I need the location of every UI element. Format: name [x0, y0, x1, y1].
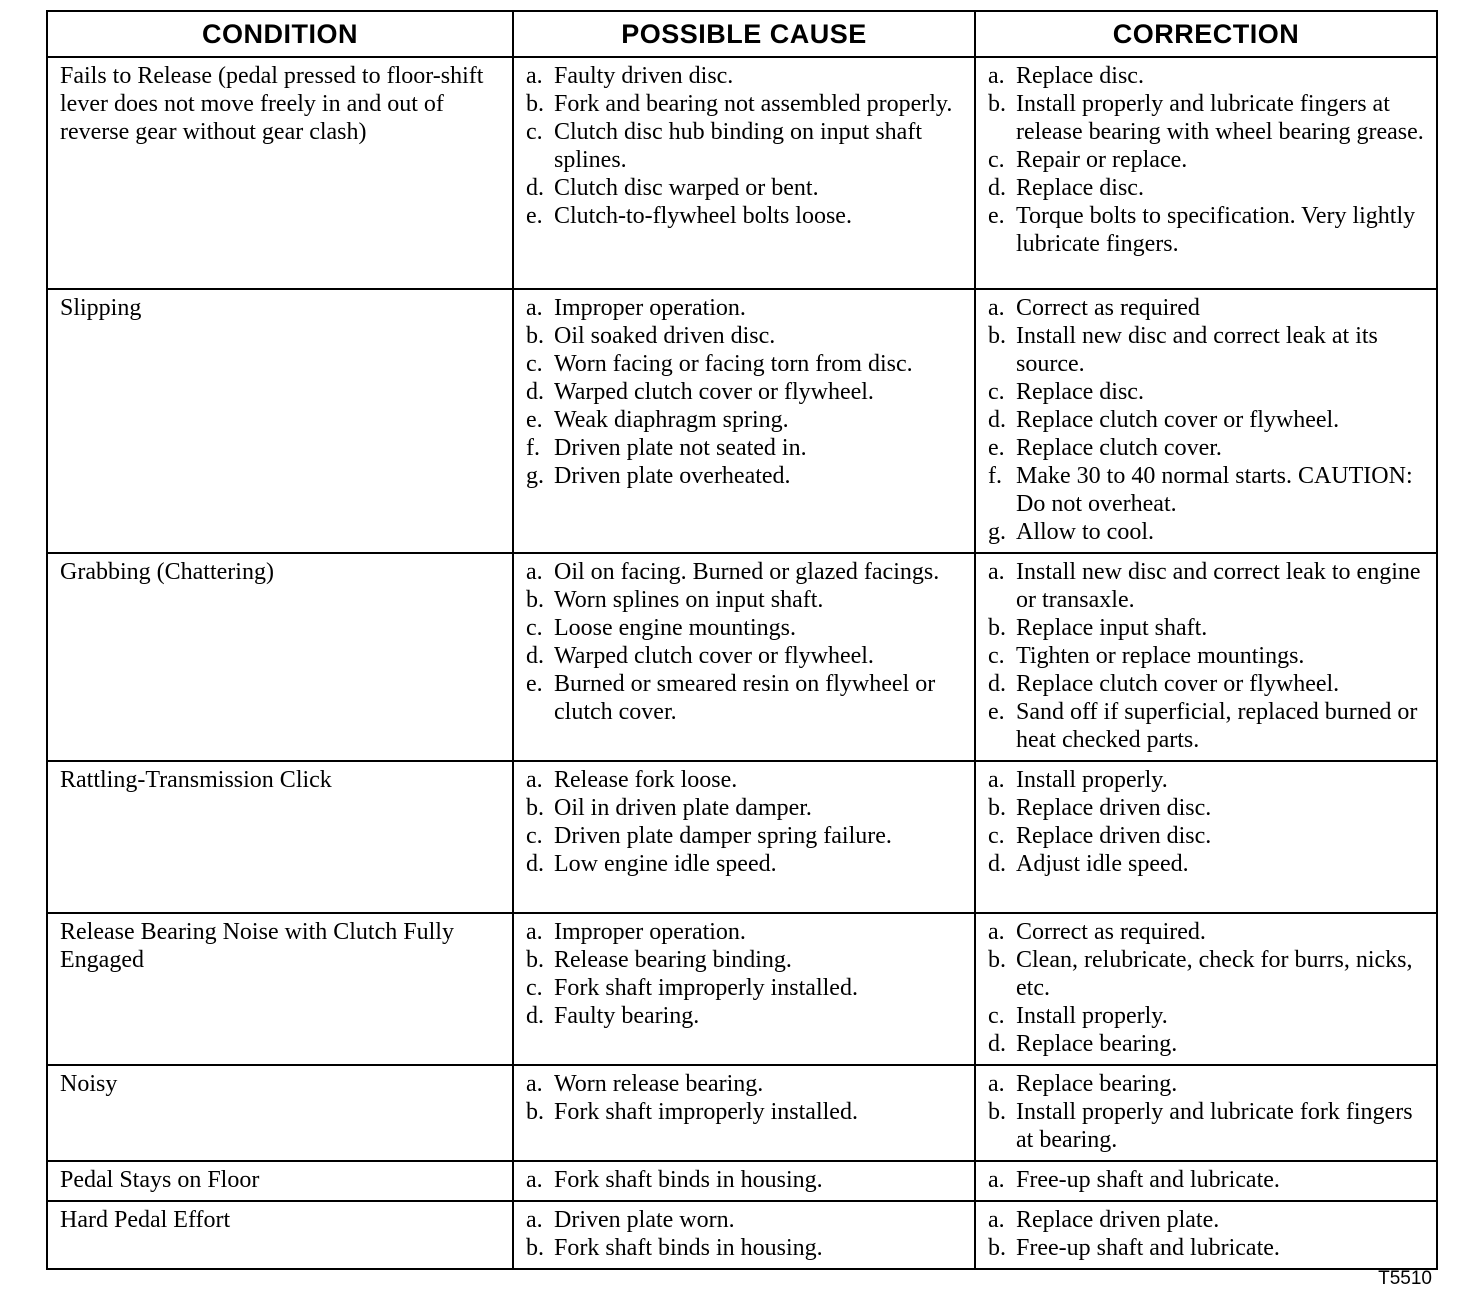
correction-list — [988, 294, 1426, 546]
table-row — [47, 913, 1437, 1065]
item-text: Worn facing or facing torn from disc. — [554, 351, 913, 377]
item-text: Free-up shaft and lubricate. — [1016, 1235, 1280, 1261]
item-letter: d. — [526, 1003, 544, 1029]
cause-item — [526, 642, 964, 670]
item-letter: a. — [526, 559, 543, 585]
cause-list — [526, 294, 964, 490]
correction-cell — [975, 1161, 1437, 1201]
item-text: Release bearing binding. — [554, 947, 792, 973]
cause-item — [526, 378, 964, 406]
item-letter: e. — [988, 435, 1005, 461]
item-letter: g. — [526, 463, 544, 489]
correction-cell — [975, 57, 1437, 289]
cause-item — [526, 322, 964, 350]
item-text: Release fork loose. — [554, 767, 738, 793]
cause-item — [526, 670, 964, 726]
item-text: Improper operation. — [554, 919, 746, 945]
correction-item — [988, 558, 1426, 614]
item-text: Install properly. — [1016, 1003, 1168, 1029]
possible-cause-cell — [513, 1201, 975, 1269]
possible-cause-cell — [513, 913, 975, 1065]
condition-cell: Hard Pedal Effort — [47, 1201, 513, 1269]
item-letter: e. — [988, 699, 1005, 725]
item-text: Warped clutch cover or flywheel. — [554, 379, 874, 405]
cause-item — [526, 850, 964, 878]
item-text: Replace driven disc. — [1016, 795, 1212, 821]
correction-cell — [975, 913, 1437, 1065]
item-text: Fork shaft binds in housing. — [554, 1167, 823, 1193]
table-row — [47, 57, 1437, 289]
item-text: Correct as required. — [1016, 919, 1206, 945]
item-text: Oil in driven plate damper. — [554, 795, 812, 821]
item-letter: b. — [526, 1235, 544, 1261]
item-letter: d. — [526, 643, 544, 669]
possible-cause-cell — [513, 289, 975, 553]
cause-item — [526, 1234, 964, 1262]
item-letter: c. — [526, 119, 543, 145]
item-letter: c. — [526, 975, 543, 1001]
item-letter: a. — [988, 1207, 1005, 1233]
item-text: Adjust idle speed. — [1016, 851, 1189, 877]
item-text: Replace input shaft. — [1016, 615, 1208, 641]
item-text: Fork shaft improperly installed. — [554, 1099, 858, 1125]
item-text: Replace disc. — [1016, 379, 1144, 405]
item-text: Correct as required — [1016, 295, 1200, 321]
correction-item — [988, 794, 1426, 822]
cause-item — [526, 974, 964, 1002]
item-letter: c. — [988, 823, 1005, 849]
table-header — [47, 11, 1437, 57]
item-letter: a. — [988, 919, 1005, 945]
table-row — [47, 1065, 1437, 1161]
item-letter: e. — [526, 407, 543, 433]
item-letter: e. — [526, 671, 543, 697]
item-letter: e. — [988, 203, 1005, 229]
item-letter: a. — [988, 295, 1005, 321]
item-text: Clutch disc hub binding on input shaft splines. — [554, 119, 922, 173]
item-text: Low engine idle speed. — [554, 851, 777, 877]
cause-item — [526, 118, 964, 174]
item-text: Weak diaphragm spring. — [554, 407, 789, 433]
possible-cause-cell — [513, 553, 975, 761]
item-text: Faulty bearing. — [554, 1003, 700, 1029]
condition-cell: Pedal Stays on Floor — [47, 1161, 513, 1201]
correction-item — [988, 614, 1426, 642]
correction-item — [988, 378, 1426, 406]
item-letter: b. — [526, 587, 544, 613]
cause-item — [526, 90, 964, 118]
item-letter: d. — [526, 851, 544, 877]
item-text: Replace bearing. — [1016, 1071, 1178, 1097]
possible-cause-header: POSSIBLE CAUSE — [513, 11, 975, 57]
item-text: Oil soaked driven disc. — [554, 323, 776, 349]
item-text: Replace bearing. — [1016, 1031, 1178, 1057]
correction-item — [988, 670, 1426, 698]
item-text: Clutch disc warped or bent. — [554, 175, 819, 201]
item-text: Tighten or replace mountings. — [1016, 643, 1305, 669]
item-text: Loose engine mountings. — [554, 615, 796, 641]
item-letter: b. — [988, 91, 1006, 117]
item-text: Improper operation. — [554, 295, 746, 321]
condition-cell: Grabbing (Chattering) — [47, 553, 513, 761]
item-letter: b. — [988, 795, 1006, 821]
cause-list — [526, 918, 964, 1030]
item-text: Fork shaft binds in housing. — [554, 1235, 823, 1261]
cause-item — [526, 1002, 964, 1030]
item-letter: b. — [988, 323, 1006, 349]
correction-list — [988, 1206, 1426, 1262]
item-letter: a. — [988, 559, 1005, 585]
item-letter: a. — [988, 63, 1005, 89]
item-text: Replace driven disc. — [1016, 823, 1212, 849]
item-text: Clean, relubricate, check for burrs, nicks, etc. — [1016, 947, 1413, 1001]
table-body — [47, 57, 1437, 1269]
item-letter: b. — [988, 947, 1006, 973]
item-letter: e. — [526, 203, 543, 229]
item-letter: b. — [988, 615, 1006, 641]
item-letter: f. — [988, 463, 1002, 489]
item-letter: g. — [988, 519, 1006, 545]
condition-header: CONDITION — [47, 11, 513, 57]
item-letter: b. — [988, 1235, 1006, 1261]
item-letter: d. — [988, 1031, 1006, 1057]
item-letter: a. — [526, 1207, 543, 1233]
item-text: Fork and bearing not assembled properly. — [554, 91, 953, 117]
item-letter: b. — [526, 323, 544, 349]
cause-item — [526, 294, 964, 322]
correction-cell — [975, 1065, 1437, 1161]
item-letter: b. — [526, 795, 544, 821]
possible-cause-cell — [513, 761, 975, 913]
cause-item — [526, 1206, 964, 1234]
cause-list — [526, 1070, 964, 1126]
cause-item — [526, 406, 964, 434]
item-letter: a. — [526, 767, 543, 793]
correction-item — [988, 406, 1426, 434]
table-row — [47, 553, 1437, 761]
item-text: Driven plate damper spring failure. — [554, 823, 892, 849]
correction-item — [988, 1234, 1426, 1262]
item-letter: c. — [526, 351, 543, 377]
correction-list — [988, 766, 1426, 878]
correction-item — [988, 1206, 1426, 1234]
item-text: Free-up shaft and lubricate. — [1016, 1167, 1280, 1193]
item-text: Install properly and lubricate fork fingers at bearing. — [1016, 1099, 1413, 1153]
item-letter: b. — [988, 1099, 1006, 1125]
cause-item — [526, 918, 964, 946]
item-letter: d. — [988, 851, 1006, 877]
item-letter: a. — [526, 63, 543, 89]
correction-cell — [975, 1201, 1437, 1269]
item-letter: a. — [526, 295, 543, 321]
item-text: Replace clutch cover or flywheel. — [1016, 407, 1340, 433]
item-text: Warped clutch cover or flywheel. — [554, 643, 874, 669]
correction-item — [988, 1070, 1426, 1098]
item-text: Install properly. — [1016, 767, 1168, 793]
correction-item — [988, 822, 1426, 850]
cause-list — [526, 1206, 964, 1262]
item-letter: b. — [526, 947, 544, 973]
correction-list — [988, 1070, 1426, 1154]
correction-item — [988, 918, 1426, 946]
item-text: Replace driven plate. — [1016, 1207, 1220, 1233]
header-row — [47, 11, 1437, 57]
item-text: Repair or replace. — [1016, 147, 1188, 173]
item-letter: d. — [988, 671, 1006, 697]
item-text: Worn splines on input shaft. — [554, 587, 824, 613]
correction-item — [988, 1002, 1426, 1030]
troubleshooting-table — [46, 10, 1438, 1270]
item-letter: d. — [526, 379, 544, 405]
condition-cell: Noisy — [47, 1065, 513, 1161]
cause-item — [526, 946, 964, 974]
item-letter: a. — [526, 1167, 543, 1193]
cause-item — [526, 822, 964, 850]
possible-cause-cell — [513, 57, 975, 289]
correction-item — [988, 1098, 1426, 1154]
cause-item — [526, 558, 964, 586]
condition-cell: Release Bearing Noise with Clutch Fully Engaged — [47, 913, 513, 1065]
cause-item — [526, 586, 964, 614]
item-text: Replace clutch cover or flywheel. — [1016, 671, 1340, 697]
correction-item — [988, 62, 1426, 90]
item-text: Oil on facing. Burned or glazed facings. — [554, 559, 940, 585]
item-letter: b. — [526, 91, 544, 117]
item-text: Faulty driven disc. — [554, 63, 734, 89]
item-text: Sand off if superficial, replaced burned or heat checked parts. — [1016, 699, 1418, 753]
item-text: Driven plate overheated. — [554, 463, 791, 489]
item-letter: d. — [526, 175, 544, 201]
correction-item — [988, 146, 1426, 174]
correction-item — [988, 322, 1426, 378]
correction-item — [988, 698, 1426, 754]
item-text: Worn release bearing. — [554, 1071, 764, 1097]
correction-list — [988, 558, 1426, 754]
table-row — [47, 761, 1437, 913]
table-row — [47, 1201, 1437, 1269]
cause-item — [526, 62, 964, 90]
possible-cause-cell — [513, 1065, 975, 1161]
item-text: Driven plate worn. — [554, 1207, 735, 1233]
item-text: Make 30 to 40 normal starts. CAUTION: Do not overheat. — [1016, 463, 1413, 517]
item-letter: a. — [988, 767, 1005, 793]
cause-list — [526, 1166, 964, 1194]
correction-item — [988, 294, 1426, 322]
cause-item — [526, 202, 964, 230]
cause-list — [526, 766, 964, 878]
correction-item — [988, 518, 1426, 546]
table-row — [47, 289, 1437, 553]
item-letter: d. — [988, 175, 1006, 201]
item-letter: c. — [988, 147, 1005, 173]
item-text: Driven plate not seated in. — [554, 435, 807, 461]
possible-cause-cell — [513, 1161, 975, 1201]
item-letter: c. — [526, 615, 543, 641]
correction-list — [988, 1166, 1426, 1194]
item-text: Fork shaft improperly installed. — [554, 975, 858, 1001]
cause-list — [526, 558, 964, 726]
cause-item — [526, 614, 964, 642]
condition-cell: Rattling-Transmission Click — [47, 761, 513, 913]
item-letter: a. — [526, 919, 543, 945]
item-letter: c. — [526, 823, 543, 849]
item-text: Replace disc. — [1016, 63, 1144, 89]
correction-item — [988, 434, 1426, 462]
cause-item — [526, 1070, 964, 1098]
correction-item — [988, 462, 1426, 518]
cause-item — [526, 462, 964, 490]
item-text: Replace disc. — [1016, 175, 1144, 201]
item-letter: c. — [988, 1003, 1005, 1029]
cause-item — [526, 350, 964, 378]
item-letter: b. — [526, 1099, 544, 1125]
correction-item — [988, 1030, 1426, 1058]
cause-item — [526, 1166, 964, 1194]
correction-list — [988, 918, 1426, 1058]
item-text: Allow to cool. — [1016, 519, 1154, 545]
cause-item — [526, 434, 964, 462]
item-letter: c. — [988, 643, 1005, 669]
correction-cell — [975, 553, 1437, 761]
item-text: Install properly and lubricate fingers at release bearing with wheel bearing grease. — [1016, 91, 1424, 145]
cause-list — [526, 62, 964, 230]
correction-item — [988, 946, 1426, 1002]
item-letter: c. — [988, 379, 1005, 405]
correction-item — [988, 850, 1426, 878]
item-text: Install new disc and correct leak at its source. — [1016, 323, 1378, 377]
item-letter: d. — [988, 407, 1006, 433]
condition-cell: Fails to Release (pedal pressed to floor-shift lever does not move freely in and out of reverse gear without gear clash) — [47, 57, 513, 289]
cause-item — [526, 174, 964, 202]
cause-item — [526, 766, 964, 794]
item-letter: a. — [526, 1071, 543, 1097]
condition-cell: Slipping — [47, 289, 513, 553]
item-letter: a. — [988, 1071, 1005, 1097]
correction-item — [988, 642, 1426, 670]
item-text: Torque bolts to specification. Very lightly lubricate fingers. — [1016, 203, 1416, 257]
correction-item — [988, 766, 1426, 794]
figure-id-label: T5510 — [1378, 1268, 1432, 1289]
table-row — [47, 1161, 1437, 1201]
correction-header: CORRECTION — [975, 11, 1437, 57]
correction-cell — [975, 761, 1437, 913]
item-text: Replace clutch cover. — [1016, 435, 1222, 461]
cause-item — [526, 1098, 964, 1126]
item-text: Install new disc and correct leak to engine or transaxle. — [1016, 559, 1421, 613]
item-text: Clutch-to-flywheel bolts loose. — [554, 203, 852, 229]
correction-cell — [975, 289, 1437, 553]
correction-item — [988, 1166, 1426, 1194]
correction-item — [988, 202, 1426, 258]
correction-item — [988, 174, 1426, 202]
correction-list — [988, 62, 1426, 258]
correction-item — [988, 90, 1426, 146]
cause-item — [526, 794, 964, 822]
item-text: Burned or smeared resin on flywheel or clutch cover. — [554, 671, 936, 725]
item-letter: f. — [526, 435, 540, 461]
item-letter: a. — [988, 1167, 1005, 1193]
